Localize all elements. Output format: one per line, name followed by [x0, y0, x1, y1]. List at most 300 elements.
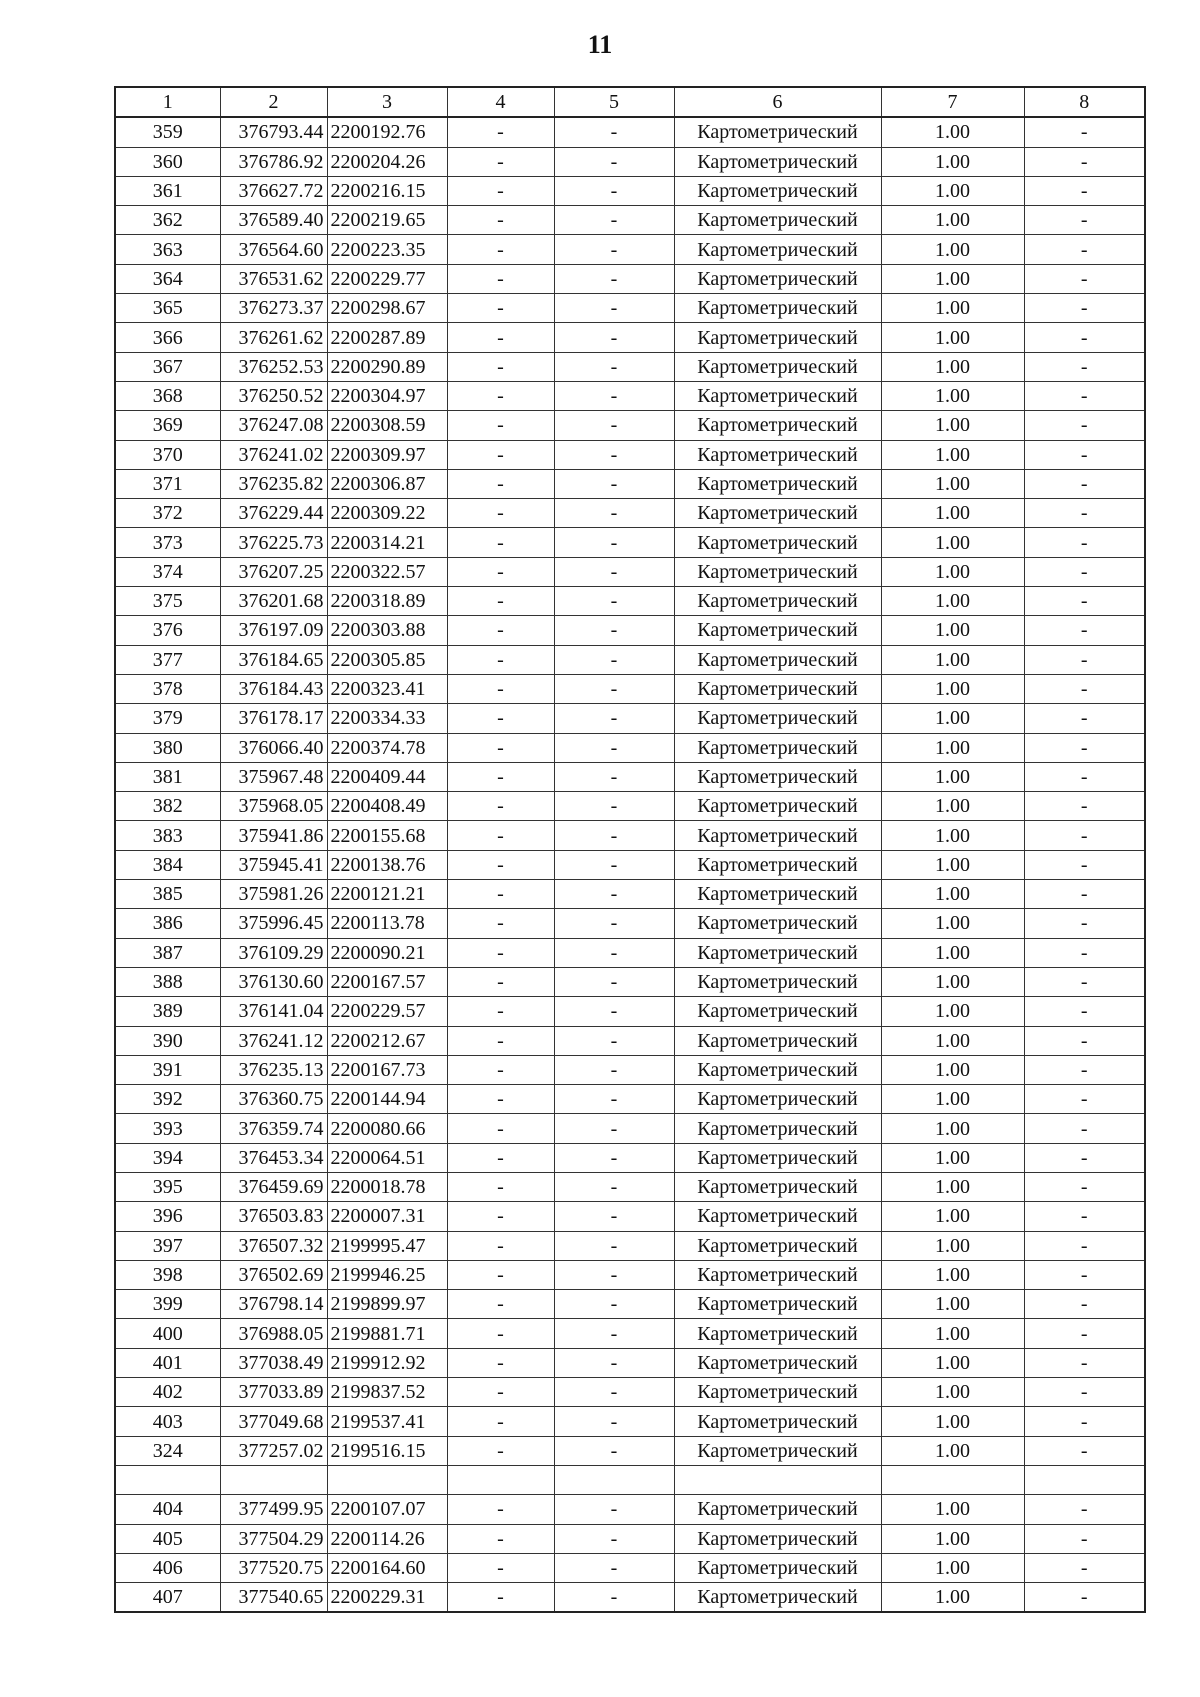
x-coordinate-cell: 376627.72 — [220, 176, 327, 205]
coordinates-table — [114, 86, 1146, 1613]
col8-cell: - — [1024, 645, 1145, 674]
method-cell: Картометрический — [674, 1407, 881, 1436]
col5-cell: - — [554, 616, 674, 645]
point-number-cell: 397 — [115, 1231, 220, 1260]
y-coordinate-cell: 2200090.21 — [327, 938, 447, 967]
col8-cell: - — [1024, 264, 1145, 293]
method-cell: Картометрический — [674, 381, 881, 410]
table-row — [115, 1378, 1145, 1407]
table-row — [115, 323, 1145, 352]
y-coordinate-cell: 2200374.78 — [327, 733, 447, 762]
accuracy-cell: 1.00 — [881, 821, 1024, 850]
accuracy-cell: 1.00 — [881, 294, 1024, 323]
point-number-cell: 365 — [115, 294, 220, 323]
col8-cell: - — [1024, 880, 1145, 909]
y-coordinate-cell: 2200309.97 — [327, 440, 447, 469]
accuracy-cell: 1.00 — [881, 587, 1024, 616]
table-row — [115, 616, 1145, 645]
col8-cell: - — [1024, 1407, 1145, 1436]
method-cell: Картометрический — [674, 411, 881, 440]
x-coordinate-cell: 376798.14 — [220, 1290, 327, 1319]
point-number-cell: 361 — [115, 176, 220, 205]
method-cell: Картометрический — [674, 1260, 881, 1289]
col4-cell: - — [447, 469, 554, 498]
accuracy-cell: 1.00 — [881, 1260, 1024, 1289]
method-cell: Картометрический — [674, 1143, 881, 1172]
x-coordinate-cell: 376250.52 — [220, 381, 327, 410]
col4-cell: - — [447, 1553, 554, 1582]
y-coordinate-cell: 2200409.44 — [327, 762, 447, 791]
accuracy-cell: 1.00 — [881, 381, 1024, 410]
col8-cell: - — [1024, 381, 1145, 410]
col8-cell: - — [1024, 967, 1145, 996]
col5-cell: - — [554, 674, 674, 703]
y-coordinate-cell: 2200334.33 — [327, 704, 447, 733]
x-coordinate-cell: 376503.83 — [220, 1202, 327, 1231]
col5-cell: - — [554, 381, 674, 410]
col8-cell: - — [1024, 294, 1145, 323]
accuracy-cell: 1.00 — [881, 323, 1024, 352]
x-coordinate-cell: 376130.60 — [220, 967, 327, 996]
accuracy-cell: 1.00 — [881, 616, 1024, 645]
table-row — [115, 117, 1145, 147]
y-coordinate-cell: 2200216.15 — [327, 176, 447, 205]
table-row — [115, 938, 1145, 967]
col4-cell: - — [447, 235, 554, 264]
point-number-cell: 387 — [115, 938, 220, 967]
col8-cell: - — [1024, 176, 1145, 205]
point-number-cell: 360 — [115, 147, 220, 176]
col5-cell: - — [554, 147, 674, 176]
col8-cell: - — [1024, 352, 1145, 381]
x-coordinate-cell: 376252.53 — [220, 352, 327, 381]
method-cell: Картометрический — [674, 352, 881, 381]
method-cell: Картометрический — [674, 1055, 881, 1084]
accuracy-cell: 1.00 — [881, 1085, 1024, 1114]
point-number-cell: 406 — [115, 1553, 220, 1582]
col4-cell: - — [447, 938, 554, 967]
x-coordinate-cell: 376109.29 — [220, 938, 327, 967]
col5-cell: - — [554, 557, 674, 586]
y-coordinate-cell: 2200308.59 — [327, 411, 447, 440]
table-row — [115, 528, 1145, 557]
point-number-cell: 388 — [115, 967, 220, 996]
accuracy-cell: 1.00 — [881, 117, 1024, 147]
method-cell: Картометрический — [674, 147, 881, 176]
accuracy-cell: 1.00 — [881, 469, 1024, 498]
table-row — [115, 1055, 1145, 1084]
method-cell: Картометрический — [674, 645, 881, 674]
col8-cell: - — [1024, 938, 1145, 967]
y-coordinate-cell: 2200290.89 — [327, 352, 447, 381]
x-coordinate-cell: 376241.02 — [220, 440, 327, 469]
method-cell: Картометрический — [674, 1172, 881, 1201]
method-cell: Картометрический — [674, 967, 881, 996]
col4-cell: - — [447, 206, 554, 235]
col5-cell: - — [554, 1524, 674, 1553]
method-cell: Картометрический — [674, 1495, 881, 1524]
col5-cell: - — [554, 176, 674, 205]
method-cell: Картометрический — [674, 733, 881, 762]
y-coordinate-cell: 2200305.85 — [327, 645, 447, 674]
table-row — [115, 469, 1145, 498]
col4-cell — [447, 1465, 554, 1494]
y-coordinate-cell: 2200212.67 — [327, 1026, 447, 1055]
table-row — [115, 1114, 1145, 1143]
col5-cell — [554, 1465, 674, 1494]
point-number-cell: 363 — [115, 235, 220, 264]
table-row — [115, 1348, 1145, 1377]
accuracy-cell: 1.00 — [881, 206, 1024, 235]
point-number-cell: 372 — [115, 499, 220, 528]
accuracy-cell: 1.00 — [881, 1290, 1024, 1319]
point-number-cell: 393 — [115, 1114, 220, 1143]
accuracy-cell: 1.00 — [881, 411, 1024, 440]
y-coordinate-cell: 2200114.26 — [327, 1524, 447, 1553]
accuracy-cell: 1.00 — [881, 645, 1024, 674]
col5-cell: - — [554, 1319, 674, 1348]
x-coordinate-cell: 376201.68 — [220, 587, 327, 616]
y-coordinate-cell: 2199899.97 — [327, 1290, 447, 1319]
x-coordinate-cell: 376988.05 — [220, 1319, 327, 1348]
method-cell: Картометрический — [674, 1524, 881, 1553]
x-coordinate-cell: 376229.44 — [220, 499, 327, 528]
method-cell: Картометрический — [674, 674, 881, 703]
table-row — [115, 762, 1145, 791]
col5-cell: - — [554, 528, 674, 557]
y-coordinate-cell: 2200113.78 — [327, 909, 447, 938]
header-cell: 7 — [881, 87, 1024, 117]
col4-cell: - — [447, 1436, 554, 1465]
point-number-cell: 390 — [115, 1026, 220, 1055]
accuracy-cell: 1.00 — [881, 440, 1024, 469]
table-row — [115, 967, 1145, 996]
col5-cell: - — [554, 1378, 674, 1407]
method-cell: Картометрический — [674, 294, 881, 323]
table-header-row — [115, 87, 1145, 117]
col8-cell: - — [1024, 147, 1145, 176]
accuracy-cell: 1.00 — [881, 147, 1024, 176]
col8-cell: - — [1024, 1026, 1145, 1055]
col4-cell: - — [447, 294, 554, 323]
method-cell: Картометрический — [674, 440, 881, 469]
table-row — [115, 206, 1145, 235]
accuracy-cell: 1.00 — [881, 850, 1024, 879]
point-number-cell: 403 — [115, 1407, 220, 1436]
col5-cell: - — [554, 1260, 674, 1289]
col8-cell: - — [1024, 1143, 1145, 1172]
col8-cell: - — [1024, 323, 1145, 352]
table-row — [115, 909, 1145, 938]
col4-cell: - — [447, 352, 554, 381]
point-number-cell: 405 — [115, 1524, 220, 1553]
point-number-cell: 366 — [115, 323, 220, 352]
method-cell: Картометрический — [674, 938, 881, 967]
method-cell: Картометрический — [674, 1026, 881, 1055]
table-row — [115, 147, 1145, 176]
method-cell: Картометрический — [674, 499, 881, 528]
accuracy-cell: 1.00 — [881, 938, 1024, 967]
col5-cell: - — [554, 645, 674, 674]
point-number-cell: 381 — [115, 762, 220, 791]
x-coordinate-cell: 375996.45 — [220, 909, 327, 938]
col5-cell: - — [554, 1436, 674, 1465]
method-cell: Картометрический — [674, 323, 881, 352]
x-coordinate-cell: 376207.25 — [220, 557, 327, 586]
x-coordinate-cell: 376459.69 — [220, 1172, 327, 1201]
point-number-cell: 362 — [115, 206, 220, 235]
col4-cell: - — [447, 264, 554, 293]
col5-cell: - — [554, 909, 674, 938]
header-cell: 6 — [674, 87, 881, 117]
col4-cell: - — [447, 792, 554, 821]
y-coordinate-cell: 2199881.71 — [327, 1319, 447, 1348]
col4-cell: - — [447, 557, 554, 586]
accuracy-cell: 1.00 — [881, 235, 1024, 264]
y-coordinate-cell: 2200204.26 — [327, 147, 447, 176]
table-row — [115, 792, 1145, 821]
col8-cell: - — [1024, 997, 1145, 1026]
col5-cell: - — [554, 821, 674, 850]
method-cell: Картометрический — [674, 117, 881, 147]
y-coordinate-cell: 2199537.41 — [327, 1407, 447, 1436]
x-coordinate-cell: 376247.08 — [220, 411, 327, 440]
y-coordinate-cell: 2199995.47 — [327, 1231, 447, 1260]
col4-cell: - — [447, 1202, 554, 1231]
col8-cell: - — [1024, 850, 1145, 879]
col5-cell: - — [554, 1231, 674, 1260]
point-number-cell: 384 — [115, 850, 220, 879]
point-number-cell: 359 — [115, 117, 220, 147]
col8-cell: - — [1024, 733, 1145, 762]
col8-cell: - — [1024, 528, 1145, 557]
col4-cell: - — [447, 1495, 554, 1524]
point-number-cell: 395 — [115, 1172, 220, 1201]
method-cell: Картометрический — [674, 1319, 881, 1348]
col5-cell: - — [554, 792, 674, 821]
col5-cell: - — [554, 1172, 674, 1201]
point-number-cell: 374 — [115, 557, 220, 586]
y-coordinate-cell: 2200314.21 — [327, 528, 447, 557]
method-cell: Картометрический — [674, 821, 881, 850]
accuracy-cell: 1.00 — [881, 1553, 1024, 1582]
col4-cell: - — [447, 1524, 554, 1553]
x-coordinate-cell: 376261.62 — [220, 323, 327, 352]
x-coordinate-cell: 376786.92 — [220, 147, 327, 176]
table-row — [115, 821, 1145, 850]
point-number-cell: 391 — [115, 1055, 220, 1084]
col4-cell: - — [447, 821, 554, 850]
col5-cell: - — [554, 967, 674, 996]
col4-cell: - — [447, 117, 554, 147]
point-number-cell: 378 — [115, 674, 220, 703]
x-coordinate-cell: 376184.43 — [220, 674, 327, 703]
col4-cell: - — [447, 1348, 554, 1377]
table-row — [115, 381, 1145, 410]
col5-cell: - — [554, 264, 674, 293]
col8-cell: - — [1024, 499, 1145, 528]
method-cell: Картометрический — [674, 264, 881, 293]
method-cell: Картометрический — [674, 1553, 881, 1582]
col5-cell: - — [554, 1143, 674, 1172]
y-coordinate-cell: 2200018.78 — [327, 1172, 447, 1201]
col8-cell: - — [1024, 117, 1145, 147]
point-number-cell: 394 — [115, 1143, 220, 1172]
table-row — [115, 674, 1145, 703]
x-coordinate-cell: 376564.60 — [220, 235, 327, 264]
col8-cell: - — [1024, 1495, 1145, 1524]
method-cell — [674, 1465, 881, 1494]
col5-cell: - — [554, 1055, 674, 1084]
col5-cell: - — [554, 1290, 674, 1319]
x-coordinate-cell: 376793.44 — [220, 117, 327, 147]
x-coordinate-cell: 376235.82 — [220, 469, 327, 498]
table-row — [115, 411, 1145, 440]
table-row — [115, 645, 1145, 674]
method-cell: Картометрический — [674, 1436, 881, 1465]
point-number-cell: 383 — [115, 821, 220, 850]
col8-cell: - — [1024, 411, 1145, 440]
accuracy-cell: 1.00 — [881, 1055, 1024, 1084]
method-cell: Картометрический — [674, 1348, 881, 1377]
point-number-cell: 364 — [115, 264, 220, 293]
method-cell: Картометрический — [674, 792, 881, 821]
col8-cell: - — [1024, 1260, 1145, 1289]
y-coordinate-cell: 2200408.49 — [327, 792, 447, 821]
col5-cell: - — [554, 704, 674, 733]
y-coordinate-cell: 2200107.07 — [327, 1495, 447, 1524]
y-coordinate-cell: 2200303.88 — [327, 616, 447, 645]
point-number-cell: 376 — [115, 616, 220, 645]
accuracy-cell: 1.00 — [881, 967, 1024, 996]
accuracy-cell: 1.00 — [881, 880, 1024, 909]
col4-cell: - — [447, 499, 554, 528]
header-cell: 2 — [220, 87, 327, 117]
col4-cell: - — [447, 528, 554, 557]
point-number-cell — [115, 1465, 220, 1494]
y-coordinate-cell: 2200219.65 — [327, 206, 447, 235]
table-row — [115, 1290, 1145, 1319]
col8-cell: - — [1024, 616, 1145, 645]
col5-cell: - — [554, 1495, 674, 1524]
col8-cell: - — [1024, 469, 1145, 498]
point-number-cell: 392 — [115, 1085, 220, 1114]
accuracy-cell: 1.00 — [881, 528, 1024, 557]
header-cell: 1 — [115, 87, 220, 117]
method-cell: Картометрический — [674, 850, 881, 879]
col4-cell: - — [447, 1319, 554, 1348]
col4-cell: - — [447, 176, 554, 205]
x-coordinate-cell: 375945.41 — [220, 850, 327, 879]
col5-cell: - — [554, 469, 674, 498]
point-number-cell: 373 — [115, 528, 220, 557]
col5-cell: - — [554, 587, 674, 616]
point-number-cell: 400 — [115, 1319, 220, 1348]
method-cell: Картометрический — [674, 880, 881, 909]
table-row — [115, 352, 1145, 381]
method-cell: Картометрический — [674, 616, 881, 645]
x-coordinate-cell: 376225.73 — [220, 528, 327, 557]
col5-cell: - — [554, 323, 674, 352]
point-number-cell: 377 — [115, 645, 220, 674]
col8-cell: - — [1024, 1553, 1145, 1582]
col4-cell: - — [447, 1290, 554, 1319]
accuracy-cell: 1.00 — [881, 1172, 1024, 1201]
y-coordinate-cell: 2200318.89 — [327, 587, 447, 616]
x-coordinate-cell: 376359.74 — [220, 1114, 327, 1143]
accuracy-cell: 1.00 — [881, 674, 1024, 703]
y-coordinate-cell: 2200229.77 — [327, 264, 447, 293]
col8-cell: - — [1024, 1231, 1145, 1260]
col5-cell: - — [554, 850, 674, 879]
method-cell: Картометрический — [674, 587, 881, 616]
col5-cell: - — [554, 235, 674, 264]
table-row — [115, 1524, 1145, 1553]
table-row — [115, 997, 1145, 1026]
accuracy-cell: 1.00 — [881, 997, 1024, 1026]
method-cell: Картометрический — [674, 1114, 881, 1143]
accuracy-cell: 1.00 — [881, 733, 1024, 762]
y-coordinate-cell: 2200007.31 — [327, 1202, 447, 1231]
accuracy-cell: 1.00 — [881, 1495, 1024, 1524]
y-coordinate-cell: 2200304.97 — [327, 381, 447, 410]
x-coordinate-cell — [220, 1465, 327, 1494]
method-cell: Картометрический — [674, 909, 881, 938]
point-number-cell: 382 — [115, 792, 220, 821]
x-coordinate-cell: 376502.69 — [220, 1260, 327, 1289]
header-cell: 4 — [447, 87, 554, 117]
accuracy-cell: 1.00 — [881, 909, 1024, 938]
point-number-cell: 386 — [115, 909, 220, 938]
y-coordinate-cell: 2200287.89 — [327, 323, 447, 352]
table-row — [115, 1495, 1145, 1524]
point-number-cell: 402 — [115, 1378, 220, 1407]
col8-cell: - — [1024, 821, 1145, 850]
col4-cell: - — [447, 1231, 554, 1260]
table-row — [115, 1465, 1145, 1494]
col5-cell: - — [554, 352, 674, 381]
accuracy-cell: 1.00 — [881, 1202, 1024, 1231]
method-cell: Картометрический — [674, 1085, 881, 1114]
method-cell: Картометрический — [674, 1290, 881, 1319]
point-number-cell: 389 — [115, 997, 220, 1026]
col8-cell: - — [1024, 1114, 1145, 1143]
y-coordinate-cell: 2200121.21 — [327, 880, 447, 909]
y-coordinate-cell: 2200167.73 — [327, 1055, 447, 1084]
header-cell: 8 — [1024, 87, 1145, 117]
y-coordinate-cell: 2200298.67 — [327, 294, 447, 323]
accuracy-cell: 1.00 — [881, 1114, 1024, 1143]
table-row — [115, 850, 1145, 879]
col4-cell: - — [447, 674, 554, 703]
accuracy-cell: 1.00 — [881, 704, 1024, 733]
accuracy-cell: 1.00 — [881, 1319, 1024, 1348]
col8-cell: - — [1024, 1319, 1145, 1348]
accuracy-cell: 1.00 — [881, 792, 1024, 821]
x-coordinate-cell: 375941.86 — [220, 821, 327, 850]
col8-cell: - — [1024, 1085, 1145, 1114]
point-number-cell: 324 — [115, 1436, 220, 1465]
x-coordinate-cell: 376141.04 — [220, 997, 327, 1026]
point-number-cell: 385 — [115, 880, 220, 909]
x-coordinate-cell: 376197.09 — [220, 616, 327, 645]
col8-cell — [1024, 1465, 1145, 1494]
x-coordinate-cell: 376241.12 — [220, 1026, 327, 1055]
col8-cell: - — [1024, 1583, 1145, 1613]
accuracy-cell: 1.00 — [881, 264, 1024, 293]
accuracy-cell: 1.00 — [881, 1583, 1024, 1613]
table-row — [115, 1143, 1145, 1172]
